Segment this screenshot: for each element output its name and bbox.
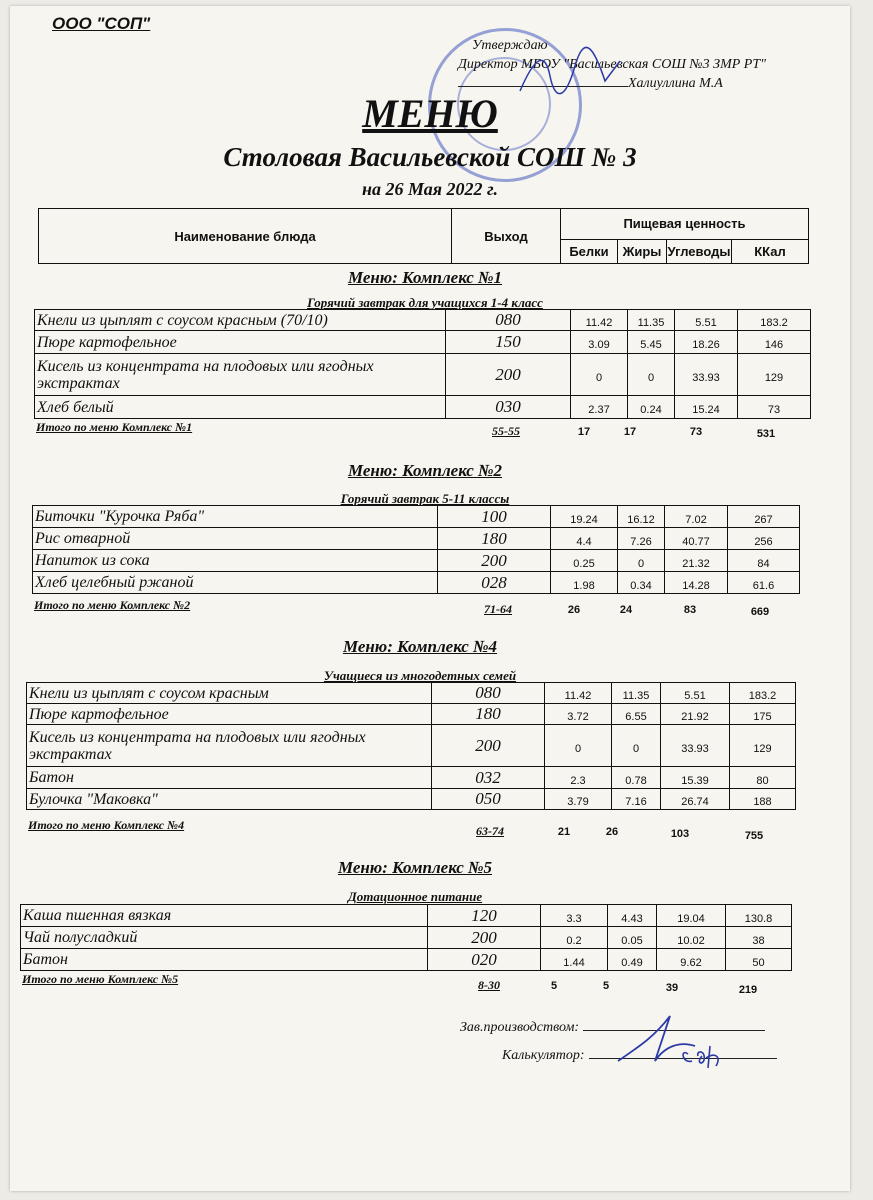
- canteen-title: Столовая Васильевской СОШ № 3: [223, 142, 637, 172]
- dish-carbs: 15.39: [661, 767, 730, 789]
- dish-fats: 0.05: [608, 927, 657, 949]
- total-label: Итого по меню Комплекс №1: [36, 420, 193, 434]
- complex-2-total: [34, 598, 814, 618]
- total-label: Итого по меню Комплекс №4: [28, 818, 185, 832]
- total-fats: 26: [605, 826, 619, 838]
- complex-1-subtitle: Горячий завтрак для учащихся 1-4 класс: [307, 295, 543, 310]
- approve-position: Директор МБОУ "Васильевская СОШ №3 ЗМР РТ": [458, 57, 766, 72]
- complex-4-table: [26, 682, 796, 810]
- dish-fats: 5.45: [628, 331, 675, 354]
- dish-kcal: 73: [738, 396, 811, 419]
- complex-1-total: [36, 420, 816, 440]
- dish-output: 150: [446, 331, 571, 354]
- complex-2-title: Меню: Комплекс №2: [347, 461, 503, 480]
- dish-name: Кисель из концентрата на плодовых или ягодных экстрактах: [35, 354, 446, 396]
- dish-proteins: 19.24: [551, 506, 618, 528]
- header-proteins: Белки: [561, 239, 618, 263]
- header-kcal: ККал: [732, 239, 809, 263]
- dish-proteins: 3.3: [541, 905, 608, 927]
- document-sheet: [10, 6, 850, 1191]
- dish-proteins: 3.72: [545, 704, 612, 725]
- dish-output: 030: [446, 396, 571, 419]
- dish-proteins: 11.42: [545, 683, 612, 704]
- dish-fats: 16.12: [618, 506, 665, 528]
- dish-fats: 4.43: [608, 905, 657, 927]
- dish-carbs: 21.92: [661, 704, 730, 725]
- dish-name: Рис отварной: [33, 528, 438, 550]
- table-row: [27, 704, 796, 725]
- table-row: [27, 725, 796, 767]
- total-fats: 5: [602, 980, 610, 992]
- complex-5-subtitle: Дотационное питание: [347, 889, 483, 904]
- dish-fats: 0: [628, 354, 675, 396]
- dish-kcal: 146: [738, 331, 811, 354]
- dish-kcal: 129: [738, 354, 811, 396]
- dish-kcal: 38: [726, 927, 792, 949]
- dish-fats: 0.78: [612, 767, 661, 789]
- dish-name: Напиток из сока: [33, 550, 438, 572]
- total-carbs: 73: [689, 426, 703, 438]
- dish-output: 032: [432, 767, 545, 789]
- dish-output: 050: [432, 789, 545, 810]
- dish-carbs: 14.28: [665, 572, 728, 594]
- complex-2-subtitle: Горячий завтрак 5-11 классы: [340, 491, 510, 506]
- dish-name: Пюре картофельное: [35, 331, 446, 354]
- total-fats: 17: [623, 426, 637, 438]
- dish-kcal: 50: [726, 949, 792, 971]
- dish-proteins: 0.25: [551, 550, 618, 572]
- dish-carbs: 19.04: [657, 905, 726, 927]
- dish-kcal: 175: [730, 704, 796, 725]
- complex-2-table: [32, 505, 800, 594]
- total-carbs: 39: [665, 982, 679, 994]
- total-kcal: 219: [738, 984, 758, 996]
- dish-name: Хлеб белый: [35, 396, 446, 419]
- production-head-label: Зав.производством:: [460, 1020, 580, 1035]
- dish-carbs: 21.32: [665, 550, 728, 572]
- dish-proteins: 3.09: [571, 331, 628, 354]
- dish-proteins: 3.79: [545, 789, 612, 810]
- dish-fats: 11.35: [628, 310, 675, 331]
- dish-name: Каша пшенная вязкая: [21, 905, 428, 927]
- dish-proteins: 1.98: [551, 572, 618, 594]
- dish-output: 180: [432, 704, 545, 725]
- dish-output: 028: [438, 572, 551, 594]
- table-row: [27, 683, 796, 704]
- dish-carbs: 33.93: [661, 725, 730, 767]
- header-fats: Жиры: [618, 239, 667, 263]
- total-output: 63-74: [476, 824, 504, 838]
- dish-output: 200: [438, 550, 551, 572]
- dish-carbs: 7.02: [665, 506, 728, 528]
- dish-carbs: 18.26: [675, 331, 738, 354]
- dish-output: 200: [446, 354, 571, 396]
- dish-name: Кнели из цыплят с соусом красным: [27, 683, 432, 704]
- menu-date: на 26 Мая 2022 г.: [362, 179, 498, 199]
- approve-name: Халиуллина М.А: [628, 76, 723, 91]
- dish-kcal: 129: [730, 725, 796, 767]
- table-row: [33, 528, 800, 550]
- dish-output: 100: [438, 506, 551, 528]
- dish-kcal: 183.2: [730, 683, 796, 704]
- total-kcal: 531: [756, 428, 776, 440]
- dish-proteins: 0: [571, 354, 628, 396]
- dish-fats: 7.16: [612, 789, 661, 810]
- header-dish-name: Наименование блюда: [39, 209, 452, 264]
- dish-kcal: 267: [728, 506, 800, 528]
- header-output: Выход: [452, 209, 561, 264]
- table-row: [33, 572, 800, 594]
- dish-fats: 0.24: [628, 396, 675, 419]
- menu-title: МЕНЮ: [362, 91, 498, 136]
- complex-4-total: [28, 818, 808, 842]
- dish-proteins: 11.42: [571, 310, 628, 331]
- table-row: [35, 331, 811, 354]
- total-label: Итого по меню Комплекс №2: [34, 598, 191, 612]
- total-proteins: 21: [557, 826, 571, 838]
- total-output: 71-64: [484, 602, 512, 616]
- total-kcal: 755: [744, 830, 764, 842]
- organization-name: ООО "СОП": [52, 14, 151, 33]
- dish-name: Биточки "Курочка Ряба": [33, 506, 438, 528]
- dish-fats: 6.55: [612, 704, 661, 725]
- dish-proteins: 1.44: [541, 949, 608, 971]
- dish-carbs: 5.51: [675, 310, 738, 331]
- footer-signature: [610, 1006, 740, 1076]
- dish-name: Булочка "Маковка": [27, 789, 432, 810]
- dish-name: Кисель из концентрата на плодовых или ягодных экстрактах: [27, 725, 432, 767]
- table-row: [27, 789, 796, 810]
- dish-output: 020: [428, 949, 541, 971]
- table-row: [27, 767, 796, 789]
- dish-kcal: 84: [728, 550, 800, 572]
- dish-name: Чай полусладкий: [21, 927, 428, 949]
- total-output: 8-30: [478, 978, 500, 992]
- total-proteins: 17: [577, 426, 591, 438]
- table-row: [35, 396, 811, 419]
- calculator-label: Калькулятор:: [502, 1048, 585, 1063]
- dish-output: 080: [432, 683, 545, 704]
- dish-kcal: 256: [728, 528, 800, 550]
- dish-kcal: 183.2: [738, 310, 811, 331]
- header-carbs: Углеводы: [667, 239, 732, 263]
- dish-proteins: 0: [545, 725, 612, 767]
- total-output: 55-55: [492, 424, 520, 438]
- dish-output: 200: [428, 927, 541, 949]
- dish-proteins: 2.37: [571, 396, 628, 419]
- complex-4-subtitle: Учащиеся из многодетных семей: [323, 668, 517, 683]
- dish-carbs: 15.24: [675, 396, 738, 419]
- dish-fats: 7.26: [618, 528, 665, 550]
- complex-1-table: [34, 309, 811, 419]
- dish-carbs: 33.93: [675, 354, 738, 396]
- table-row: [33, 506, 800, 528]
- table-row: [33, 550, 800, 572]
- complex-5-table: [20, 904, 792, 971]
- approve-word: Утверждаю: [472, 38, 548, 53]
- dish-carbs: 5.51: [661, 683, 730, 704]
- dish-proteins: 2.3: [545, 767, 612, 789]
- table-row: [35, 354, 811, 396]
- total-proteins: 26: [567, 604, 581, 616]
- dish-fats: 0: [618, 550, 665, 572]
- dish-proteins: 4.4: [551, 528, 618, 550]
- dish-fats: 0.49: [608, 949, 657, 971]
- total-label: Итого по меню Комплекс №5: [22, 972, 179, 986]
- dish-kcal: 80: [730, 767, 796, 789]
- dish-fats: 11.35: [612, 683, 661, 704]
- dish-fats: 0: [612, 725, 661, 767]
- dish-carbs: 26.74: [661, 789, 730, 810]
- dish-proteins: 0.2: [541, 927, 608, 949]
- header-table: [38, 208, 809, 264]
- dish-output: 180: [438, 528, 551, 550]
- dish-kcal: 188: [730, 789, 796, 810]
- dish-kcal: 61.6: [728, 572, 800, 594]
- dish-fats: 0.34: [618, 572, 665, 594]
- dish-name: Батон: [21, 949, 428, 971]
- header-nutrition: Пищевая ценность: [561, 209, 809, 240]
- complex-5-total: [22, 972, 802, 996]
- dish-name: Кнели из цыплят с соусом красным (70/10): [35, 310, 446, 331]
- dish-output: 080: [446, 310, 571, 331]
- dish-carbs: 9.62: [657, 949, 726, 971]
- dish-name: Пюре картофельное: [27, 704, 432, 725]
- dish-output: 200: [432, 725, 545, 767]
- complex-5-title: Меню: Комплекс №5: [337, 858, 493, 877]
- table-row: [21, 905, 792, 927]
- table-row: [35, 310, 811, 331]
- dish-name: Батон: [27, 767, 432, 789]
- table-row: [21, 949, 792, 971]
- total-kcal: 669: [750, 606, 770, 618]
- dish-carbs: 40.77: [665, 528, 728, 550]
- table-row: [21, 927, 792, 949]
- complex-4-title: Меню: Комплекс №4: [342, 637, 498, 656]
- total-fats: 24: [619, 604, 633, 616]
- complex-1-title: Меню: Комплекс №1: [347, 268, 503, 287]
- total-carbs: 83: [683, 604, 697, 616]
- dish-kcal: 130.8: [726, 905, 792, 927]
- total-proteins: 5: [550, 980, 558, 992]
- dish-name: Хлеб целебный ржаной: [33, 572, 438, 594]
- dish-carbs: 10.02: [657, 927, 726, 949]
- total-carbs: 103: [670, 828, 690, 840]
- dish-output: 120: [428, 905, 541, 927]
